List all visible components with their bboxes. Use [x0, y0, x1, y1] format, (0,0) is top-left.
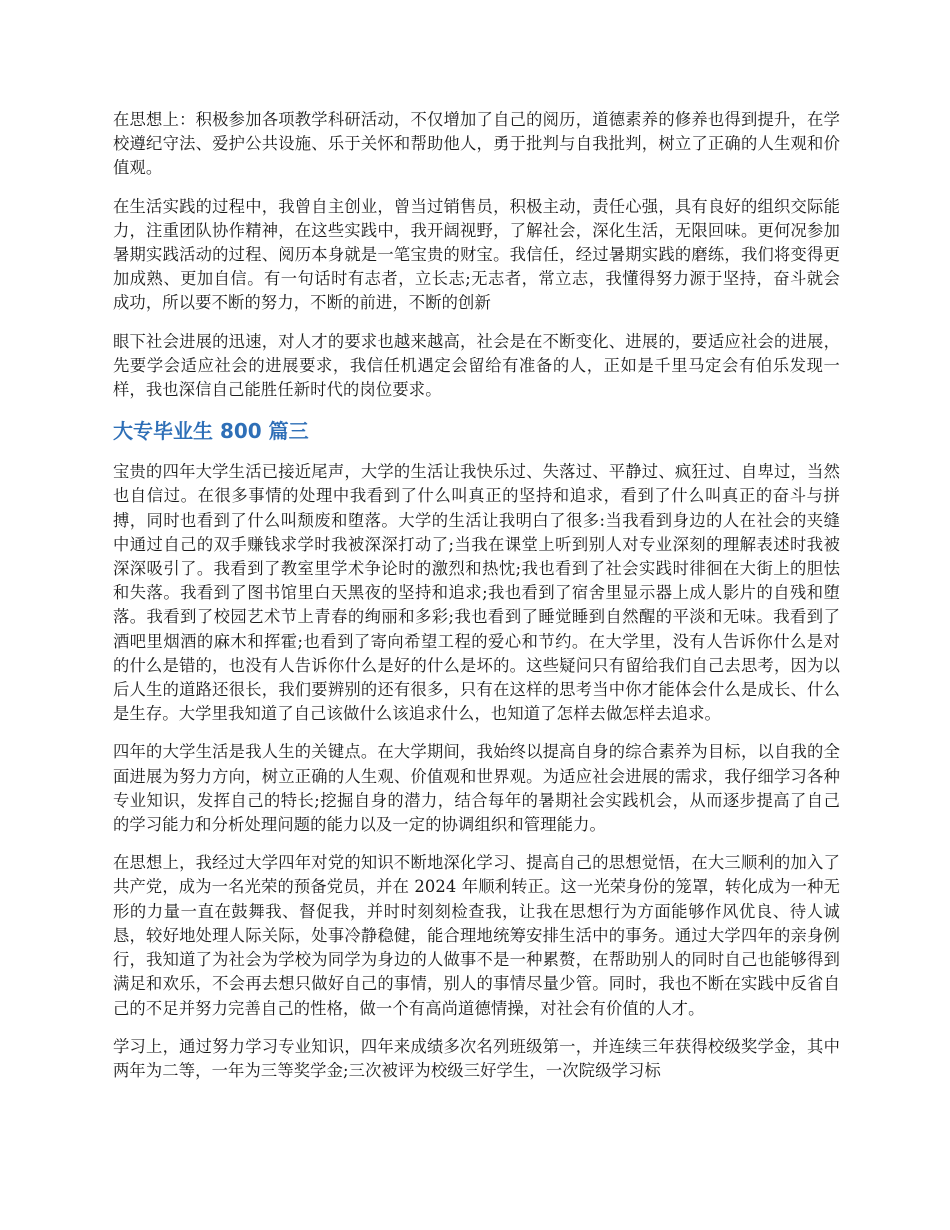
body-paragraph: 在思想上，我经过大学四年对党的知识不断地深化学习、提高自己的思想觉悟，在大三顺利的加入了共产党，成为一名光荣的预备党员，并在 2024 年顺利转正。这一光荣身份的笼罩，转化成为一种无形的力量一直在鼓舞我、督促我，并时时刻刻检查我，让我在思想行为方面能够作风优良、待人诚恳，较好地处理人际关际，处事冷静稳健，能合理地统筹安排生活中的事务。通过大学四年的亲身例行，我知道了为社会为学校为同学为身边的人做事不是一种累赘，在帮助别人的同时自己也能够得到满足和欢乐，不会再去想只做好自己的事情，别人的事情尽量少管。同时，我也不断在实践中反省自己的不足并努力完善自己的性格，做一个有高尚道德情操，对社会有价值的人才。	[113, 853, 840, 1018]
body-paragraph: 眼下社会进展的迅速，对人才的要求也越来越高，社会是在不断变化、进展的，要适应社会的进展，先要学会适应社会的进展要求，我信任机遇定会留给有准备的人，正如是千里马定会有伯乐发现一样，我也深信自己能胜任新时代的岗位要求。	[113, 331, 840, 400]
document-page	[113, 108, 840, 1097]
body-paragraph: 学习上，通过努力学习专业知识，四年来成绩多次名列班级第一，并连续三年获得校级奖学金，其中两年为二等，一年为三等奖学金;三次被评为校级三好学生，一次院级学习标	[113, 1036, 840, 1080]
section-heading: 大专毕业生 800 篇三	[113, 419, 309, 444]
body-paragraph: 在思想上：积极参加各项教学科研活动，不仅增加了自己的阅历，道德素养的修养也得到提升，在学校遵纪守法、爱护公共设施、乐于关怀和帮助他人，勇于批判与自我批判，树立了正确的人生观和价值观。	[113, 110, 840, 178]
body-paragraph: 在生活实践的过程中，我曾自主创业，曾当过销售员，积极主动，责任心强，具有良好的组织交际能力，注重团队协作精神，在这些实践中，我开阔视野，了解社会，深化生活，无限回味。更何况参加暑期实践活动的过程、阅历本身就是一笔宝贵的财宝。我信任，经过暑期实践的磨练，我们将变得更加成熟、更加自信。有一句话时有志者，立长志;无志者，常立志，我懂得努力源于坚持，奋斗就会成功，所以要不断的努力，不断的前进，不断的创新	[113, 196, 840, 313]
body-paragraph: 宝贵的四年大学生活已接近尾声，大学的生活让我快乐过、失落过、平静过、疯狂过、自卑过，当然也自信过。在很多事情的处理中我看到了什么叫真正的坚持和追求，看到了什么叫真正的奋斗与拼搏，同时也看到了什么叫颓废和堕落。大学的生活让我明白了很多:当我看到身边的人在社会的夹缝中通过自己的双手赚钱求学时我被深深打动了;当我在课堂上听到别人对专业深刻的理解表述时我被深深吸引了。我看到了教室里学术争论时的激烈和热忱;我也看到了社会实践时徘徊在大街上的胆怯和失落。我看到了图书馆里白天黑夜的坚持和追求;我也看到了宿舍里显示器上成人影片的自残和堕落。我看到了校园艺术节上青春的绚丽和多彩;我也看到了睡觉睡到自然醒的平淡和无味。我看到了酒吧里烟酒的麻木和挥霍;也看到了寄向希望工程的爱心和节约。在大学里，没有人告诉你什么是对的什么是错的，也没有人告诉你什么是好的什么是坏的。这些疑问只有留给我们自己去思考，因为以后人生的道路还很长，我们要辨别的还有很多，只有在这样的思考当中你才能体会什么是成长、什么是生存。大学里我知道了自己该做什么该追求什么，也知道了怎样去做怎样去追求。	[113, 462, 840, 724]
body-paragraph: 四年的大学生活是我人生的关键点。在大学期间，我始终以提高自身的综合素养为目标，以自我的全面进展为努力方向，树立正确的人生观、价值观和世界观。为适应社会进展的需求，我仔细学习各种专业知识，发挥自己的特长;挖掘自身的潜力，结合每年的暑期社会实践机会，从而逐步提高了自己的学习能力和分析处理问题的能力以及一定的协调组织和管理能力。	[113, 742, 840, 835]
